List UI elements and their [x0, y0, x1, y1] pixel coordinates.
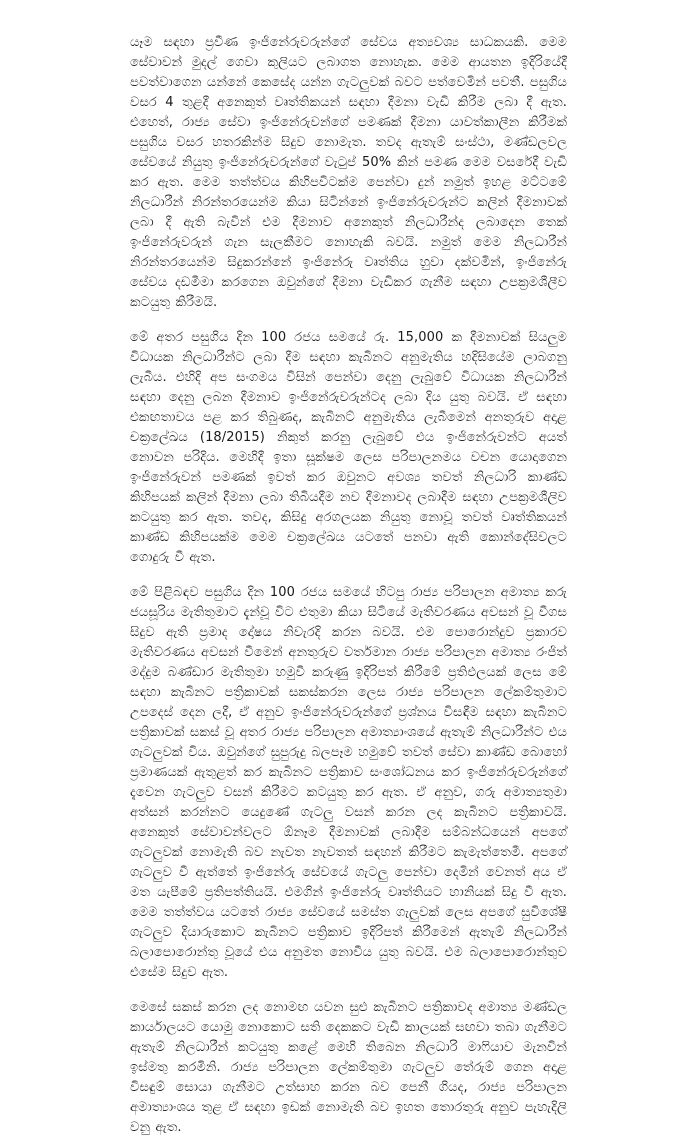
paragraph-2: මේ අතර පසුගිය දින 100 රජය සමයේ රු. 15,000 ක දීමනාවක් සියලුම විධායක නිලධාරීන්ට ලබා දීම සඳහා කැබිනට අනුමැතිය හදිසියේම ලාබගනු ලැබීය. එහිදි අප සංගමය විසින් පෙන්වා දෙනු ලැබුවේ විධායක නිලධාරීන් සඳහා දෙනු ලබන දීමනාව ඉංජිනේරුවරුන්ටද ලබා දිය යුතු බවයි. ඒ සඳහා එකඟතාවය පළ කර තිබුණද, කැබිනට් අනුමැතිය ලැබීමෙන් අනතුරුව අදාළ චක්‍රලේඛය (18/2015) නිකුත් කරනු ලැබුවේ එය ඉංජිනේරුවන්ට අයත් නොවන පරිදිය. මෙහිදී ඉතා සූක්ෂම ලෙස පරිපාලනමය වචන යොදාගෙන ඉංජිනේරුවන් පමණක් ඉවත් කර ඔවුනට අවශ්‍ය තවත් නිලධාරි කාණ්ඩ කිහිපයක් කලින් දීමනා ලබා තිබියදීම නව දීමනාවද ලබාදීම සඳහා උපක්‍රමශීලිව කටයුතු කර ඇත. තවද, කිසිදු අරගලයක නියුතු නොවූ තවත් වෘත්තිකයන් කාණ්ඩ කිහිපයක්ම මෙම චක්‍රලේඛය යටතේ පනවා ඇති කොන්දේසිවලට ගොදුරු වී ඇත. — [130, 330, 567, 565]
paragraph-4: මෙසේ සකස් කරන ලද නොමඟ යවන සුළු කැබිනට පත්‍රිකාවද අමාත්‍ය මණ්ඩල කාර්යාලයට යොමු නොකොට සති දෙකකට වැඩි කාලයක් සඟවා තබා ගැනීමට ඇතැම් නිලධාරීන් කටයුතු කළේ මෙහි තිබෙන නිලධාරි මාෆියාව මැනවින් ඉස්මතු කරමිනි. රාජ්‍ය පරිපාලන ලේකම්තුමා ගැටලුව තේරුම් ගෙන අදාළ විසඳුම් සොයා ගැනීමට උත්සාහ කරන බව පෙනී ගියද, රාජ්‍ය පරිපාලන අමාත්‍යාංශය තුළ ඒ සඳහා ඉඩක් නොමැති බව ඉහත තොරතුරු අනුව පැහැදිලි වනු ඇත. — [130, 1000, 567, 1135]
paragraph-3: මේ පිළිබඳව පසුගිය දින 100 රජය සමයේ හිටපු රාජ්‍ය පරිපාලන අමාත්‍ය කරු ජයසූරිය මැතිතුමාට දැන්වූ විට එතුමා කියා සිටියේ මැතිවරණය අවසන් වූ වීගස සිදුව ඇති ප්‍රමාද දෝෂය නිවැරදි කරන බවයි. එම පොරොන්දුව ප්‍රකාරව මැතිවරණය අවසන් වීමෙන් අනතුරුව වර්තමාන රාජ්‍ය පරිපාලන අමාත්‍ය රංජිත් මද්දුම බණ්ඩාර මැතිතුමා හමුවී කරුණු ඉදිරිපත් කිරීමේ ප්‍රතිඵලයක් ලෙස මේ සඳහා කැබිනට පත්‍රිකාවක් සකස්කරන ලෙස රාජ්‍ය පරිපාලන ලේකම්තුමාට උපදෙස් දෙන ලදී, ඒ අනුව ඉංජිනේරුවරුන්ගේ ප්‍රශ්නය විසඳීම සඳහා කැබිනට පත්‍රිකාවක් සකස් වූ අතර රාජ්‍ය පරිපාලන අමාත්‍යාංශයේ ඇතැම් නිලධාරීන්ට එය ගැටලුවක් විය. ඔවුන්ගේ සුපුරුදු බලපෑම හමුවේ තවත් සේවා කාණ්ඩ බොහෝ ප්‍රමාණයක් ඇතුළත් කර කැබිනට පත්‍රිකාව සංශෝධනය කර ඉංජිනේරුවරුන්ගේ දැවෙන ගැටලුව වසන් කිරීමට කටයුතු කර ඇත. ඒ අනුව, ගරු අමාත්‍යතුමා අත්සන් කරන්නට යෙදුණේ ගැටලු වසන් කරන ලද කැබිනට පත්‍රිකාවයි. අනෙකුත් සේවාවන්වලට ඕනෑම දීමනාවක් ලබාදීම සම්බන්ධයෙන් අපගේ ගැටලුවක් නොමැති බව නැවත නැවතත් සඳහන් කිරීමට කැමැත්තෙමී. අපගේ ගැටලුව වී ඇත්තේ ඉංජිනේරු සේවයේ ගැටලු පෙන්වා දෙමින් වෙනත් අය ඒ මත යැපීමේ ප්‍රතිපත්තියයි. එමගින් ඉංජිනේරු වෘත්තියට හානියක් සිදු වී ඇත. මෙම තත්ත්වය යටතේ රාජ්‍ය සේවයේ සමස්ත ගැලුවක් ලෙස අපගේ සුවිශේෂී ගැටලුව දියාරුකොට කැබිනට පත්‍රිකාව ඉදිරිපත් කිරීමෙන් ඇතැම් නිලධාරීන් බලාපොරොන්තු වූයේ එය අනුමත නොවීය යුතු බවයි. එම බලාපොරොන්තුව එසේම සිදුව ඇත. — [130, 585, 567, 980]
paragraph-1: යෑම සඳහා ප්‍රවීණ ඉංජිනේරුවරුන්ගේ සේවය අත්‍යවශ්‍ය සාධකයකි. මෙම සේවාවන් මුදල් ගෙවා කුලියට ලබාගත නොහැක. මෙම ආයතන ඉදිරියේදී පවත්වාගෙන යන්නේ කෙසේද යන්න ගැටලුවක් බවට පත්වෙමින් පවතී. පසුගිය වසර 4 තුළදී අනෙකුත් වෘත්තිකයන් සඳහා දීමනා වැඩි කිරීම ලබා දී ඇත. එහෙත්, රාජ්‍ය සේවා ඉංජිනේරුවන්ගේ පමණක් දීමනා යාවත්කාලීන කිරීමක් පසුගිය වසර හතරකින්ම සිදුව නොමැත. තවද ඇතැම් සංස්ථා, මණ්ඩලවල සේවයේ නියුතු ඉංජිනේරුවරුන්ගේ වැටුප් 50% කින් පමණ මෙම වසරේදී වැඩි කර ඇත. මෙම තත්ත්වය කිහිපවිටක්ම පෙන්වා දුන් නමුත් ඉහළ මට්ටමේ නිලධාරීන් නිරන්තරයෙන්ම කියා සිටින්නේ ඉංජිනේරුවරුන්ට කලින් දීමනාවක් ලබා දී ඇති බැවින් එම දීමනාව අනෙකුත් නිලධාරීන්ද ලබාදෙන තෙක් ඉංජිනේරුවරුන් ගැන සැලකීමට නොහැකි බවයි. නමුත් මෙම නිලධාරීන් නිරන්තරයෙන්ම සිදුකරන්නේ ඉංජිනේරු වෘත්තිය හුවා දක්වමින්, ඉංජිනේරු සේවය දඩමීමා කරගෙන ඔවුන්ගේ දීමනා වැඩිකර ගැනීම සඳහා උපක්‍රමශීලීව කටයුතු කිරීමයි. — [130, 35, 567, 310]
